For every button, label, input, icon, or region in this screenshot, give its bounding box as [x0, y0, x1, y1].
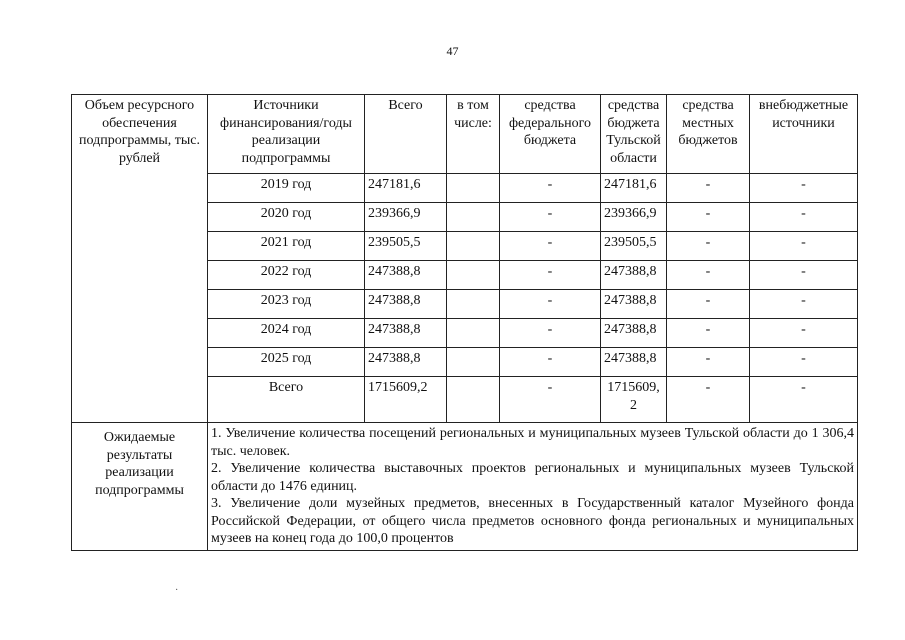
- scan-mark: ·: [175, 585, 179, 596]
- header-total: Всего: [365, 95, 447, 174]
- local-cell: -: [667, 348, 750, 377]
- including-cell: [447, 348, 500, 377]
- federal-cell: -: [500, 232, 601, 261]
- year-cell: 2022 год: [208, 261, 365, 290]
- extra-cell: -: [750, 348, 858, 377]
- total-cell: 247388,8: [365, 348, 447, 377]
- total-cell: 239505,5: [365, 232, 447, 261]
- header-regional: средства бюджета Тульской области: [601, 95, 667, 174]
- federal-cell: -: [500, 203, 601, 232]
- header-sources: Источники финансирования/годы реализации подпрограммы: [208, 95, 365, 174]
- extra-cell: -: [750, 319, 858, 348]
- results-list: [208, 423, 858, 551]
- federal-cell: -: [500, 290, 601, 319]
- federal-cell: -: [500, 377, 601, 423]
- header-row: [72, 95, 858, 174]
- year-cell: 2025 год: [208, 348, 365, 377]
- federal-cell: -: [500, 319, 601, 348]
- regional-cell: 247388,8: [601, 261, 667, 290]
- regional-cell: 239505,5: [601, 232, 667, 261]
- regional-cell: 239366,9: [601, 203, 667, 232]
- regional-cell: 247388,8: [601, 348, 667, 377]
- total-cell: 247388,8: [365, 319, 447, 348]
- header-including: в том числе:: [447, 95, 500, 174]
- local-cell: -: [667, 203, 750, 232]
- local-cell: -: [667, 261, 750, 290]
- header-federal: средства федерального бюджета: [500, 95, 601, 174]
- including-cell: [447, 290, 500, 319]
- extra-cell: -: [750, 232, 858, 261]
- extra-cell: -: [750, 290, 858, 319]
- header-extra: внебюджетные источники: [750, 95, 858, 174]
- including-cell: [447, 319, 500, 348]
- total-cell: 1715609,2: [365, 377, 447, 423]
- local-cell: -: [667, 232, 750, 261]
- header-local: средства местных бюджетов: [667, 95, 750, 174]
- page-number: 47: [446, 44, 459, 58]
- local-cell: -: [667, 290, 750, 319]
- results-item: 2. Увеличение количества выставочных проектов региональных и муниципальных музеев Тульской области до 1476 единиц.: [211, 461, 854, 494]
- total-cell: 247181,6: [365, 174, 447, 203]
- extra-cell: -: [750, 261, 858, 290]
- results-item: 1. Увеличение количества посещений региональных и муниципальных музеев Тульской области до 1 306,4 тыс. человек.: [211, 426, 854, 459]
- including-cell: [447, 377, 500, 423]
- including-cell: [447, 174, 500, 203]
- including-cell: [447, 261, 500, 290]
- year-cell: 2021 год: [208, 232, 365, 261]
- local-cell: -: [667, 319, 750, 348]
- year-cell: Всего: [208, 377, 365, 423]
- regional-cell: 247388,8: [601, 319, 667, 348]
- year-cell: 2023 год: [208, 290, 365, 319]
- total-cell: 239366,9: [365, 203, 447, 232]
- regional-cell: 247388,8: [601, 290, 667, 319]
- results-label: Ожидаемые результаты реализации подпрограммы: [72, 423, 208, 551]
- including-cell: [447, 232, 500, 261]
- extra-cell: -: [750, 377, 858, 423]
- resource-label: Объем ресурсного обеспечения подпрограммы, тыс. рублей: [72, 95, 208, 423]
- year-cell: 2020 год: [208, 203, 365, 232]
- federal-cell: -: [500, 348, 601, 377]
- extra-cell: -: [750, 174, 858, 203]
- extra-cell: -: [750, 203, 858, 232]
- results-row: [72, 423, 858, 551]
- budget-table: [71, 94, 858, 551]
- year-cell: 2019 год: [208, 174, 365, 203]
- total-cell: 247388,8: [365, 290, 447, 319]
- federal-cell: -: [500, 261, 601, 290]
- year-cell: 2024 год: [208, 319, 365, 348]
- results-item: 3. Увеличение доли музейных предметов, внесенных в Государственный каталог Музейного фонда Российской Федерации, от общего числа предметов основного фонда региональных и муниципальных музеев на конец года до 100,0 процентов: [211, 496, 854, 546]
- including-cell: [447, 203, 500, 232]
- regional-cell: 247181,6: [601, 174, 667, 203]
- total-cell: 247388,8: [365, 261, 447, 290]
- federal-cell: -: [500, 174, 601, 203]
- regional-cell: 1715609, 2: [601, 377, 667, 423]
- local-cell: -: [667, 174, 750, 203]
- local-cell: -: [667, 377, 750, 423]
